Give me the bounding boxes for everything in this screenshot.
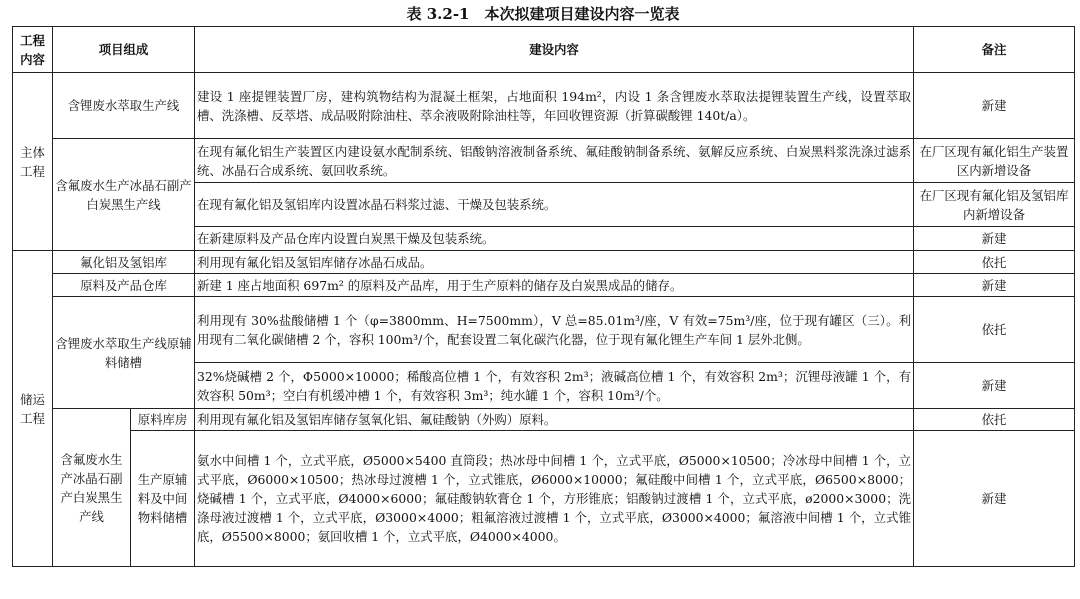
component-cell: 含氟废水生产冰晶石副产白炭黑生产线 — [53, 409, 131, 567]
remark-cell: 新建 — [914, 227, 1075, 251]
content-cell: 利用现有氟化铝及氢铝库储存氢氧化铝、氟硅酸钠（外购）原料。 — [195, 409, 914, 431]
content-cell: 利用现有 30%盐酸储槽 1 个（φ=3800mm、H=7500mm），V 总=85.01m³/座，V 有效=75m³/座，位于现有罐区（三）。利用现有二氧化碳储槽 2 个，容积 100m³/个，配套设置二氧化碳汽化器，位于现有氟化锂生产车间 1 层外北侧。 — [195, 297, 914, 363]
component-cell: 含锂废水萃取生产线 — [53, 73, 195, 139]
content-cell: 氨水中间槽 1 个，立式平底，Ø5000×5400 直筒段；热冰母中间槽 1 个，立式平底，Ø5000×10500；冷冰母中间槽 1 个，立式平底，Ø6000×10500；热冰母过渡槽 1 个，立式锥底，Ø6000×10000；氟硅酸中间槽 1 个，立式平底，Ø6500×8000；烧碱槽 1 个，立式平底，Ø4000×6000；氟硅酸钠软膏仓 1 个，方形锥底；铝酸钠过渡槽 1 个，立式平底，ø2000×3000；洗涤母液过渡槽 1 个，立式平底，Ø3000×4000；粗氟溶液过渡槽 1 个，立式平底，Ø3000×4000；氟溶液中间槽 1 个，立式锥底，Ø5500×8000；氨回收槽 1 个，立式平底，Ø4000×4000。 — [195, 431, 914, 567]
content-cell: 在现有氟化铝及氢铝库内设置冰晶石料浆过滤、干燥及包装系统。 — [195, 183, 914, 227]
content-cell: 新建 1 座占地面积 697m² 的原料及产品库，用于生产原料的储存及白炭黑成品的储存。 — [195, 274, 914, 297]
table-row — [13, 431, 1075, 567]
component-cell: 含氟废水生产冰晶石副产白炭黑生产线 — [53, 139, 195, 251]
table-row — [13, 409, 1075, 431]
header-remark: 备注 — [914, 27, 1075, 73]
table-row — [13, 139, 1075, 183]
remark-cell: 依托 — [914, 409, 1075, 431]
construction-content-table — [12, 26, 1075, 567]
remark-cell: 新建 — [914, 431, 1075, 567]
content-cell: 32%烧碱槽 2 个，Φ5000×10000；稀酸高位槽 1 个，有效容积 2m³；液碱高位槽 1 个，有效容积 2m³；沉锂母液罐 1 个，有效容积 50m³；空白有机缓冲槽 1 个，有效容积 3m³；纯水罐 1 个，容积 10m³/个。 — [195, 363, 914, 409]
table-title: 表 3.2-1 本次拟建项目建设内容一览表 — [406, 5, 680, 23]
component-cell: 氟化铝及氢铝库 — [53, 251, 195, 274]
content-cell: 在现有氟化铝生产装置区内建设氨水配制系统、铝酸钠溶液制备系统、氟硅酸钠制备系统、氨解反应系统、白炭黑料浆洗涤过滤系统、冰晶石合成系统、氨回收系统。 — [195, 139, 914, 183]
sub-component-cell: 生产原辅料及中间物料储槽 — [131, 431, 195, 567]
content-cell: 利用现有氟化铝及氢铝库储存冰晶石成品。 — [195, 251, 914, 274]
remark-cell: 新建 — [914, 73, 1075, 139]
table-row — [13, 297, 1075, 363]
remark-cell: 新建 — [914, 274, 1075, 297]
header-construction-content: 建设内容 — [195, 27, 914, 73]
remark-cell: 在厂区现有氟化铝及氢铝库内新增设备 — [914, 183, 1075, 227]
remark-cell: 在厂区现有氟化铝生产装置区内新增设备 — [914, 139, 1075, 183]
component-cell: 原料及产品仓库 — [53, 274, 195, 297]
remark-cell: 依托 — [914, 297, 1075, 363]
category-main-engineering: 主体工程 — [13, 73, 53, 251]
table-row — [13, 251, 1075, 274]
content-cell: 在新建原料及产品仓库内设置白炭黑干燥及包装系统。 — [195, 227, 914, 251]
table-header-row — [13, 27, 1075, 73]
remark-cell: 依托 — [914, 251, 1075, 274]
header-engineering-content: 工程内容 — [13, 27, 53, 73]
remark-cell: 新建 — [914, 363, 1075, 409]
table-row — [13, 73, 1075, 139]
component-cell: 含锂废水萃取生产线原辅料储槽 — [53, 297, 195, 409]
category-storage-engineering: 储运工程 — [13, 251, 53, 567]
content-cell: 建设 1 座提锂装置厂房，建构筑物结构为混凝土框架，占地面积 194m²，内设 1 条含锂废水萃取法提锂装置生产线，设置萃取槽、洗涤槽、反萃塔、成品吸附除油柱、萃余液吸附除油柱等，年回收锂资源（折算碳酸锂 140t/a）。 — [195, 73, 914, 139]
sub-component-cell: 原料库房 — [131, 409, 195, 431]
table-row — [13, 274, 1075, 297]
header-project-composition: 项目组成 — [53, 27, 195, 73]
